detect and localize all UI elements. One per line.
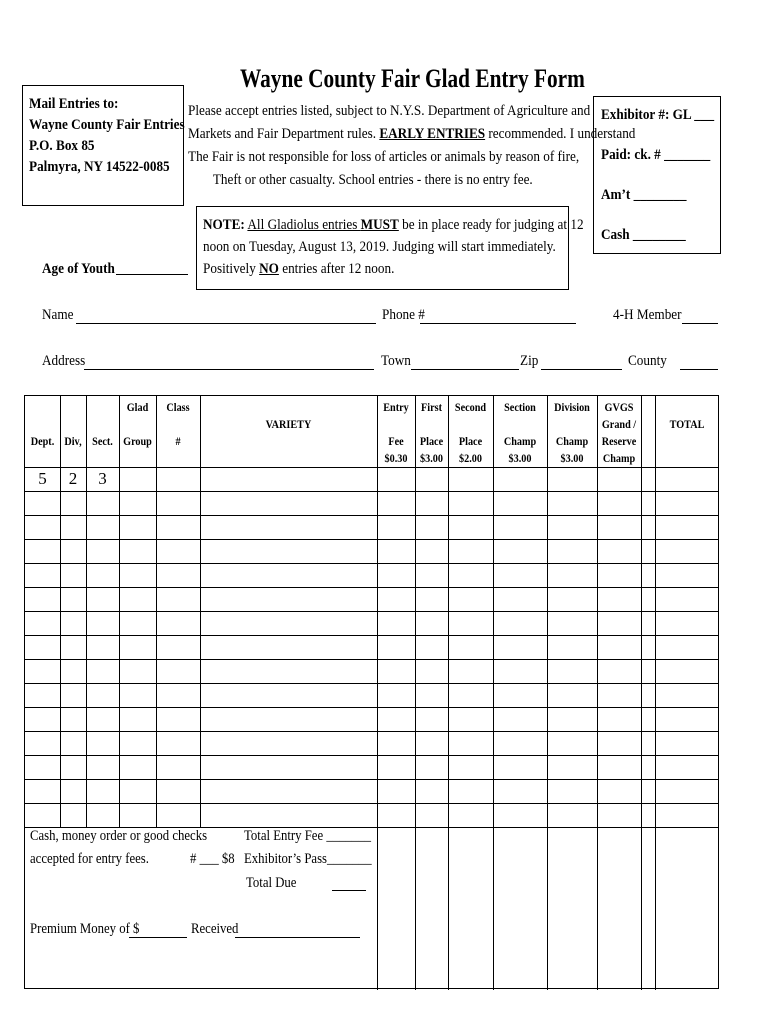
total-due-label: Total Due (246, 875, 297, 891)
header-section-champ: Champ (503, 434, 537, 448)
age-of-youth-field[interactable] (116, 274, 188, 275)
name-label: Name (42, 307, 74, 323)
town-label: Town (381, 353, 411, 369)
row-divider (25, 803, 719, 804)
zip-field[interactable] (541, 369, 622, 370)
note-line: noon on Tuesday, August 13, 2019. Judging will start immediately. (203, 239, 556, 255)
row-divider (25, 779, 719, 780)
header-gvgs: GVGS (604, 400, 634, 414)
name-field[interactable] (76, 323, 376, 324)
premium-money-label: Premium Money of $ (30, 921, 140, 937)
exhibitor-number-field[interactable]: Exhibitor #: GL ___ (601, 107, 715, 123)
header-fee-amount: $0.30 (384, 451, 408, 465)
header-variety: VARIETY (265, 417, 312, 431)
cash-field[interactable]: Cash ________ (601, 227, 686, 243)
header-division-champ: Champ (555, 434, 589, 448)
phone-field[interactable] (420, 323, 576, 324)
received-label: Received (191, 921, 239, 937)
row-divider (25, 611, 719, 612)
row-divider (25, 467, 719, 468)
entries-table (24, 395, 719, 989)
column-divider (655, 396, 656, 990)
county-field[interactable] (680, 369, 718, 370)
header-grand: Grand / (601, 417, 637, 431)
header-group: Group (123, 434, 152, 448)
column-divider (641, 396, 642, 990)
judging-note-box (196, 206, 584, 290)
header-entry: Entry (383, 400, 409, 414)
row1-div: 2 (68, 469, 78, 488)
header-champ: Champ (602, 451, 636, 465)
header-fee: Fee (388, 434, 404, 448)
header-second-place: Place (458, 434, 483, 448)
row-divider (25, 491, 719, 492)
note-line: Positively NO entries after 12 noon. (203, 261, 395, 277)
zip-label: Zip (520, 353, 539, 369)
county-label: County (628, 353, 667, 369)
header-division: Division (554, 400, 590, 414)
row-divider (25, 635, 719, 636)
mail-line: Mail Entries to: (29, 96, 119, 112)
row-divider (25, 659, 719, 660)
age-of-youth-label: Age of Youth (42, 261, 115, 277)
exhibitor-pass-field[interactable]: Exhibitor’s Pass_______ (244, 851, 372, 867)
row-divider (25, 683, 719, 684)
header-reserve: Reserve (601, 434, 637, 448)
exhibitor-office-box (593, 96, 721, 254)
intro-line: The Fair is not responsible for loss of articles or animals by reason of fire, (188, 149, 580, 165)
column-divider (493, 396, 494, 990)
header-sect: Sect. (92, 434, 113, 448)
note-line: NOTE: All Gladiolus entries MUST be in place ready for judging at 12 (203, 217, 584, 233)
mailing-address-box (22, 85, 184, 206)
intro-line: Please accept entries listed, subject to N.Y.S. Department of Agriculture and (188, 103, 591, 119)
row-divider (25, 707, 719, 708)
address-field[interactable] (84, 369, 374, 370)
header-section: Section (504, 400, 536, 414)
column-divider (547, 396, 548, 990)
column-divider (597, 396, 598, 990)
header-division-amount: $3.00 (560, 451, 584, 465)
row1-sect: 3 (98, 469, 107, 488)
premium-money-field[interactable] (129, 937, 187, 938)
paid-check-field[interactable]: Paid: ck. # _______ (601, 147, 711, 163)
row-divider (25, 755, 719, 756)
header-first: First (421, 400, 442, 414)
intro-paragraph (188, 100, 636, 192)
payment-note-line2: accepted for entry fees. (30, 851, 149, 867)
header-class-number: # (175, 434, 181, 448)
header-first-amount: $3.00 (420, 451, 443, 465)
early-entries-emphasis: EARLY ENTRIES (379, 126, 486, 142)
header-class: Class (166, 400, 190, 414)
row-divider (25, 539, 719, 540)
header-second: Second (454, 400, 487, 414)
row-divider (25, 731, 719, 732)
total-due-field[interactable] (332, 890, 366, 891)
pass-count-field[interactable]: # ___ $8 (190, 851, 235, 867)
row-divider (25, 587, 719, 588)
header-glad: Glad (126, 400, 149, 414)
received-field[interactable] (235, 937, 360, 938)
header-total: TOTAL (669, 417, 705, 431)
4h-member-field[interactable] (682, 323, 718, 324)
column-divider (448, 396, 449, 990)
intro-line: Theft or other casualty. School entries - there is no entry fee. (212, 172, 533, 188)
row-divider (25, 563, 719, 564)
town-field[interactable] (411, 369, 519, 370)
4h-member-label: 4-H Member (613, 307, 682, 323)
amount-field[interactable]: Am’t ________ (601, 187, 687, 203)
header-first-place: Place (419, 434, 444, 448)
mail-line: Palmyra, NY 14522-0085 (29, 159, 170, 175)
column-divider (377, 396, 378, 990)
header-div: Div, (64, 434, 82, 448)
row-divider (25, 515, 719, 516)
payment-note-line1: Cash, money order or good checks (30, 828, 208, 844)
header-section-amount: $3.00 (508, 451, 532, 465)
column-divider (415, 396, 416, 990)
address-label: Address (42, 353, 86, 369)
row1-dept: 5 (38, 469, 47, 488)
header-dept: Dept. (30, 434, 55, 448)
phone-label: Phone # (382, 307, 425, 323)
header-second-amount: $2.00 (459, 451, 482, 465)
total-entry-fee-field[interactable]: Total Entry Fee _______ (244, 828, 371, 844)
form-title: Wayne County Fair Glad Entry Form (240, 64, 585, 93)
mail-line: Wayne County Fair Entries (29, 117, 185, 133)
intro-line: Markets and Fair Department rules. EARLY ENTRIES recommended. I understand (188, 126, 636, 142)
mail-line: P.O. Box 85 (29, 138, 95, 154)
